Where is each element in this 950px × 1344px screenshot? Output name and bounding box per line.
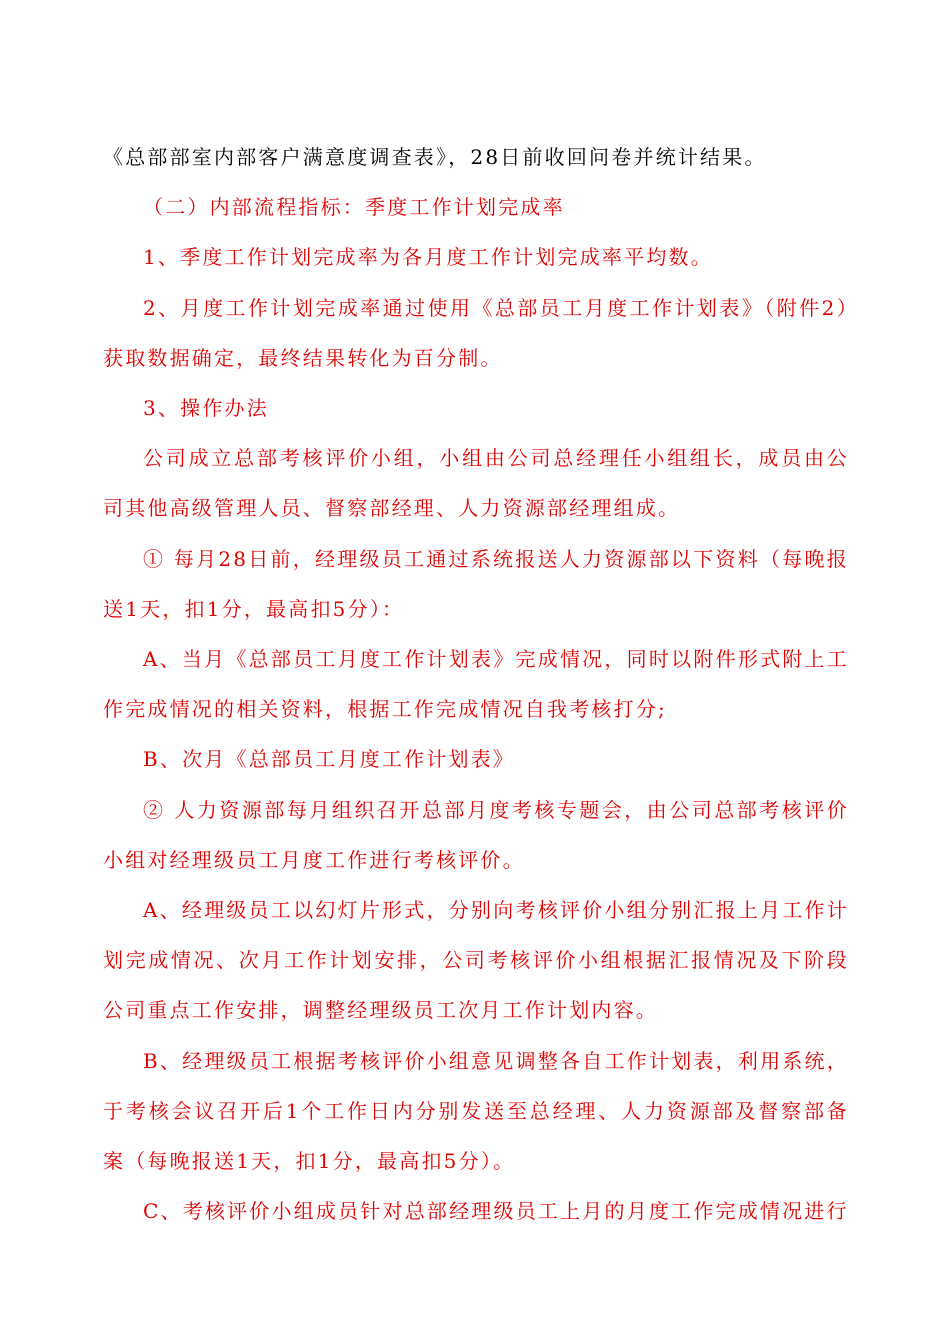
paragraph-step-1-b: B、次月《总部员工月度工作计划表》 [143,747,516,772]
paragraph-step-2: ② 人力资源部每月组织召开总部月度考核专题会，由公司总部考核评价小组对经理级员工月度工作进行考核评价。 [103,797,849,872]
paragraph-item-3-heading: 3、操作办法 [143,396,269,421]
paragraph-evaluation-group: 公司成立总部考核评价小组，小组由公司总经理任小组组长，成员由公司其他高级管理人员、督察部经理、人力资源部经理组成。 [103,446,849,521]
paragraph-survey-continuation: 《总部部室内部客户满意度调查表》，28日前收回问卷并统计结果。 [103,145,767,169]
paragraph-step-2-b: B、经理级员工根据考核评价小组意见调整各自工作计划表，利用系统，于考核会议召开后1个工作日内分别发送至总经理、人力资源部及督察部备案（每晚报送1天，扣1分，最高扣5分）。 [103,1048,849,1174]
paragraph-step-1: ① 每月28日前，经理级员工通过系统报送人力资源部以下资料（每晚报送1天，扣1分，最高扣5分）： [103,546,849,621]
paragraph-step-2-a: A、经理级员工以幻灯片形式，分别向考核评价小组分别汇报上月工作计划完成情况、次月工作计划安排，公司考核评价小组根据汇报情况及下阶段公司重点工作安排，调整经理级员工次月工作计划内容。 [103,898,849,1023]
paragraph-step-2-c: C、考核评价小组成员针对总部经理级员工上月的月度工作完成情况进行 [143,1199,849,1224]
document-body [103,132,849,1236]
paragraph-item-2: 2、月度工作计划完成率通过使用《总部员工月度工作计划表》（附件2）获取数据确定，最终结果转化为百分制。 [103,295,849,370]
paragraph-item-1: 1、季度工作计划完成率为各月度工作计划完成率平均数。 [143,245,713,270]
paragraph-step-1-a: A、当月《总部员工月度工作计划表》完成情况，同时以附件形式附上工作完成情况的相关资料，根据工作完成情况自我考核打分; [103,647,849,722]
section-heading-internal-process: （二）内部流程指标：季度工作计划完成率 [143,195,565,220]
